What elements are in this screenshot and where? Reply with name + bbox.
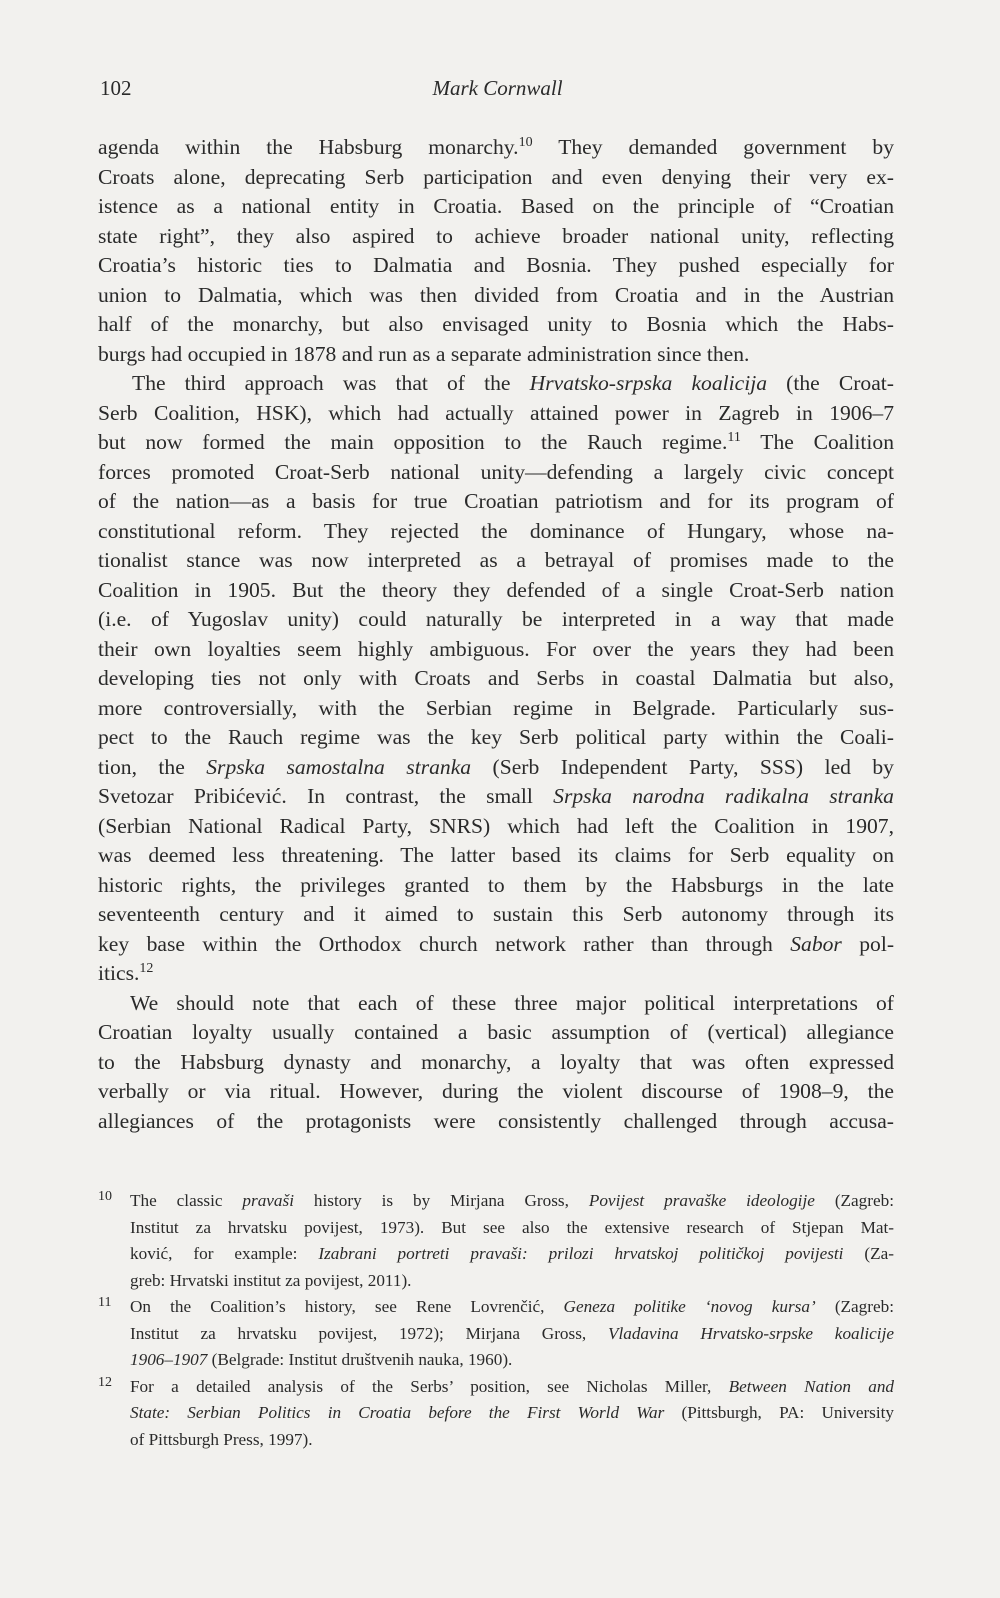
text-line: pect to the Rauch regime was the key Serb political party within the Coali- — [98, 725, 894, 749]
footnote-line: State: Serbian Politics in Croatia before the First World War (Pittsburgh, PA: University — [130, 1403, 894, 1422]
text-line: historic rights, the privileges granted to them by the Habsburgs in the late — [98, 872, 894, 897]
footnote-line: greb: Hrvatski institut za povijest, 2011). — [130, 1270, 412, 1290]
text-line: state right”, they also aspired to achieve broader national unity, reflecting — [98, 223, 894, 248]
text-line: verbally or via ritual. However, during the violent discourse of 1908–9, the — [98, 1079, 894, 1103]
page-number: 102 — [100, 76, 132, 100]
text-line: union to Dalmatia, which was then divided from Croatia and in the Austrian — [98, 282, 894, 307]
footnote-ref-10[interactable]: 10 — [518, 135, 533, 150]
footnote-ref-11[interactable]: 11 — [727, 430, 741, 445]
footnote-line: Institut za hrvatsku povijest, 1973). But see also the extensive research of Stjepan Mat- — [130, 1217, 894, 1237]
text-line: was deemed less threatening. The latter based its claims for Serb equality on — [98, 843, 894, 867]
footnote-line: Institut za hrvatsku povijest, 1972); Mirjana Gross, Vladavina Hrvatsko-srpske koalicije — [130, 1323, 894, 1343]
page-header — [100, 76, 895, 106]
text-line: istence as a national entity in Croatia. Based on the principle of “Croatian — [98, 194, 894, 218]
text-line: more controversially, with the Serbian regime in Belgrade. Particularly sus- — [98, 695, 894, 720]
footnote-line: ković, for example: Izabrani portreti pravaši: prilozi hrvatskoj političkoj povijesti (Za- — [130, 1244, 894, 1263]
text-line: Svetozar Pribićević. In contrast, the small Srpska narodna radikalna stranka — [98, 784, 894, 808]
text-line: but now formed the main opposition to the Rauch regime.$^{11}$ The Coalition — [98, 430, 894, 454]
text-line: itics.$^{12}$ — [98, 961, 154, 985]
text-line: their own loyalties seem highly ambiguous. For over the years they had been — [98, 636, 894, 661]
footnote-11: 11 On the Coalition’s history, see Rene Lovrenčić, Geneza politike ‘novog kursa’ (Zagreb: — [98, 1294, 894, 1321]
text-line: tionalist stance was now interpreted as a betrayal of promises made to the — [98, 548, 894, 572]
text-line: constitutional reform. They rejected the dominance of Hungary, whose na- — [98, 518, 894, 543]
text-line: allegiances of the protagonists were consistently challenged through accusa- — [98, 1108, 894, 1133]
body-text — [98, 133, 894, 1136]
footnotes — [98, 1188, 894, 1453]
text-line: seventeenth century and it aimed to sustain this Serb autonomy through its — [98, 902, 894, 926]
text-line: burgs had occupied in 1878 and run as a separate administration since then. — [98, 341, 750, 366]
text-line: to the Habsburg dynasty and monarchy, a loyalty that was often expressed — [98, 1049, 894, 1074]
text-line: (Serbian National Radical Party, SNRS) which had left the Coalition in 1907, — [98, 813, 894, 838]
text-line: Croats alone, deprecating Serb participation and even denying their very ex- — [98, 164, 894, 189]
text-line: of the nation—as a basis for true Croatian patriotism and for its program of — [98, 489, 894, 513]
footnote-ref-12[interactable]: 12 — [139, 961, 154, 976]
text-line: tion, the Srpska samostalna stranka (Serb Independent Party, SSS) led by — [98, 754, 894, 779]
text-line: Croatian loyalty usually contained a basic assumption of (vertical) allegiance — [98, 1020, 894, 1044]
footnote-12: 12 For a detailed analysis of the Serbs’ position, see Nicholas Miller, Between Nation and — [98, 1374, 894, 1401]
footnote-10: 10 The classic pravaši history is by Mirjana Gross, Povijest pravaške ideologije (Zagreb: — [98, 1188, 894, 1215]
text-line: The third approach was that of the Hrvatsko-srpska koalicija (the Croat- — [132, 371, 894, 395]
text-line: Croatia’s historic ties to Dalmatia and Bosnia. They pushed especially for — [98, 253, 894, 277]
footnote-line: 1906–1907 (Belgrade: Institut društvenih nauka, 1960). — [130, 1350, 513, 1369]
text-line: Serb Coalition, HSK), which had actually attained power in Zagreb in 1906–7 — [98, 400, 894, 425]
footnote-number: 12 — [98, 1374, 112, 1390]
text-line: key base within the Orthodox church network rather than through Sabor pol- — [98, 931, 895, 956]
text-line: We should note that each of these three major political interpretations of — [130, 990, 894, 1015]
footnote-number: 10 — [98, 1189, 112, 1204]
text-line: agenda within the Habsburg monarchy.$^{10}$ They demanded government by — [98, 135, 895, 159]
footnote-line: of Pittsburgh Press, 1997). — [130, 1429, 313, 1449]
text-line: Coalition in 1905. But the theory they defended of a single Croat-Serb nation — [98, 577, 894, 602]
text-line: developing ties not only with Croats and Serbs in coastal Dalmatia but also, — [98, 666, 894, 690]
running-head-author: Mark Cornwall — [432, 76, 563, 100]
text-line: (i.e. of Yugoslav unity) could naturally be interpreted in a way that made — [98, 607, 894, 631]
text-line: forces promoted Croat-Serb national unity—defending a largely civic concept — [98, 459, 894, 484]
footnote-number: 11 — [98, 1295, 112, 1310]
text-line: half of the monarchy, but also envisaged unity to Bosnia which the Habs- — [98, 312, 894, 336]
